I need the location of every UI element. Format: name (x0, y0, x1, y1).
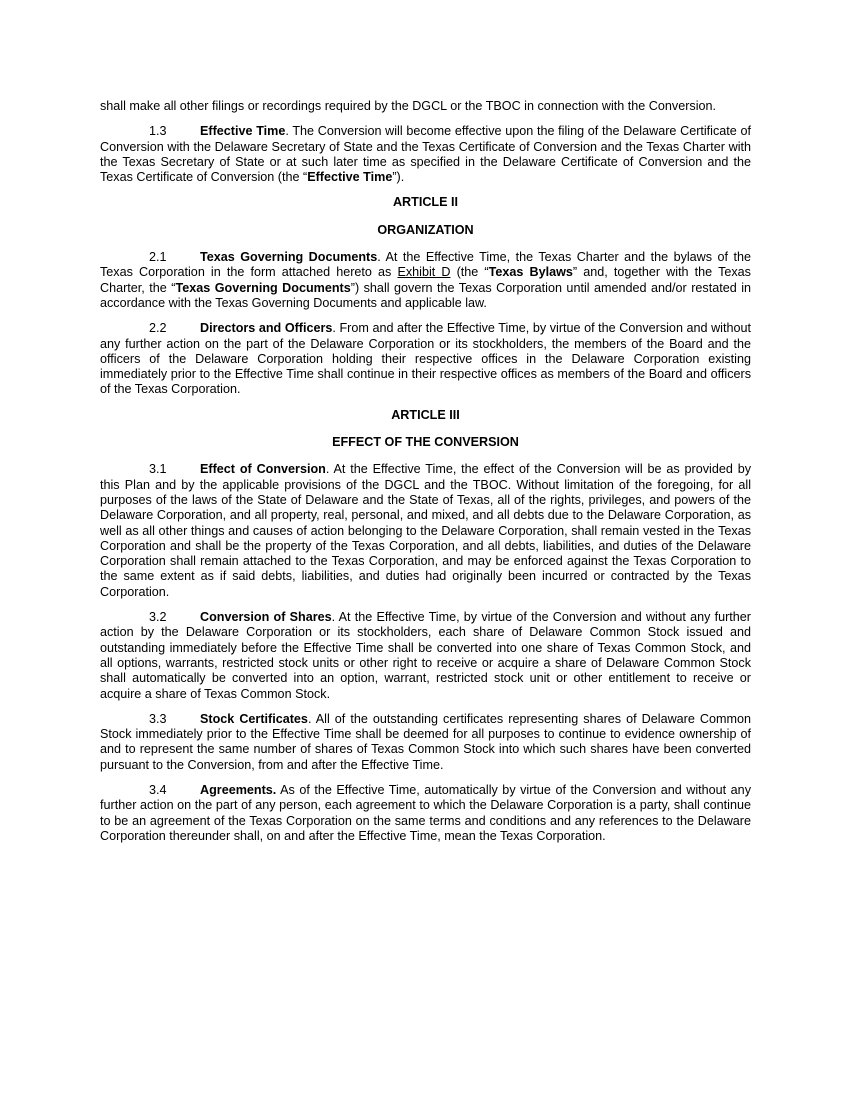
section-text: . At the Effective Time, the Texas Charter and the bylaws of the Texas Corporation in the form attached hereto as (100, 250, 752, 280)
section-1-3 (100, 124, 751, 185)
section-number: 3.3 (149, 711, 167, 726)
defined-term: Effective Time (307, 170, 393, 185)
section-number: 3.4 (149, 782, 167, 797)
section-text: (the “ (450, 265, 489, 280)
section-title: Agreements. (200, 782, 277, 797)
section-number: 3.2 (149, 610, 167, 625)
intro-paragraph (100, 99, 751, 114)
section-2-1 (100, 250, 751, 311)
section-number: 1.3 (149, 124, 167, 139)
section-title: Conversion of Shares (200, 610, 332, 625)
section-text: . At the Effective Time, the effect of the Conversion will be as provided by this Plan and by the applicable provisions of the DGCL and the TBOC. Without limitation of the foregoing, for all purposes of the laws of the State of Delaware and the State of Texas, all of the rights, privileges, and powers of the Delaware Corporation, and all property, real, personal, and mixed, and all debts due to the Delaware Corporation, as well as all other things and causes of action belonging to the Delaware Corporation, shall remain vested in the Texas Corporation and shall be the property of the Texas Corporation, and all debts, liabilities, and duties of the Delaware Corporation shall remain attached to the Texas Corporation, and may be enforced against the Texas Corporation to the same extent as if said debts, liabilities, and duties had originally been incurred or contracted by the Texas Corporation. (100, 462, 751, 599)
article-3-label: ARTICLE III (391, 407, 460, 422)
exhibit-reference: Exhibit D (397, 265, 451, 280)
section-3-3 (100, 712, 751, 773)
intro-text: shall make all other filings or recordings required by the DGCL or the TBOC in connection with the Conversion. (100, 99, 716, 113)
section-title: Effect of Conversion (200, 462, 326, 477)
section-2-2 (100, 321, 751, 397)
section-title: Stock Certificates (200, 711, 308, 726)
section-text: . All of the outstanding certificates representing shares of Delaware Common Stock immediately prior to the Effective Time shall be deemed for all purposes to continue to evidence ownership of and to represent the same number of shares of Texas Common Stock into which such shares have been converted pursuant to the Conversion, from and after the Effective Time. (100, 711, 752, 772)
section-number: 3.1 (149, 462, 167, 477)
section-number: 2.1 (149, 250, 167, 265)
section-3-2 (100, 610, 751, 702)
section-text: ” and, together with the Texas Charter, the “ (100, 265, 751, 295)
section-title: Effective Time (200, 124, 286, 139)
defined-term: Texas Governing Documents (175, 280, 351, 295)
section-text: . The Conversion will become effective upon the filing of the Delaware Certificate of Conversion with the Delaware Secretary of State and the Texas Certificate of Conversion and the Texas Charter with the Texas Secretary of State or at such later time as specified in the Delaware Certificate of Conversion and the Texas Certificate of Conversion (the “ (100, 124, 751, 185)
section-text: ”) shall govern the Texas Corporation until amended and/or restated in accordance with the Texas Governing Documents and applicable law. (100, 280, 751, 310)
article-2-title: ORGANIZATION (377, 222, 474, 237)
article-3-title: EFFECT OF THE CONVERSION (332, 435, 519, 450)
section-text: As of the Effective Time, automatically by virtue of the Conversion and without any further action on the part of any person, each agreement to which the Delaware Corporation is a party, shall continue to be an agreement of the Texas Corporation on the same terms and conditions and any references to the Delaware Corporation thereunder shall, on and after the Effective Time, mean the Texas Corporation. (100, 782, 751, 843)
section-3-1 (100, 462, 751, 600)
section-number: 2.2 (149, 321, 167, 336)
section-text: . At the Effective Time, by virtue of the Conversion and without any further action by the Delaware Corporation or its stockholders, each share of Delaware Common Stock issued and outstanding immediately before the Effective Time shall be converted into one share of Texas Common Stock, and all options, warrants, restricted stock units or other right to receive or acquire a share of Delaware Common Stock shall automatically be converted into an option, warrant, restricted stock unit or other entitlement to receive or acquire a share of Texas Common Stock. (100, 610, 752, 701)
article-2-label: ARTICLE II (392, 195, 459, 210)
section-title: Texas Governing Documents (200, 250, 378, 265)
section-text: ”). (392, 170, 405, 185)
defined-term: Texas Bylaws (488, 265, 573, 280)
section-title: Directors and Officers (200, 321, 333, 336)
section-3-4 (100, 783, 751, 844)
document-page (100, 99, 751, 854)
section-text: . From and after the Effective Time, by virtue of the Conversion and without any further action on the part of the Delaware Corporation or its stockholders, the members of the Board and the officers of the Delaware Corporation holding their respective offices in the Delaware Corporation existing immediately prior to the Effective Time shall continue in their respective offices as members of the Board and officers of the Texas Corporation. (100, 321, 751, 397)
